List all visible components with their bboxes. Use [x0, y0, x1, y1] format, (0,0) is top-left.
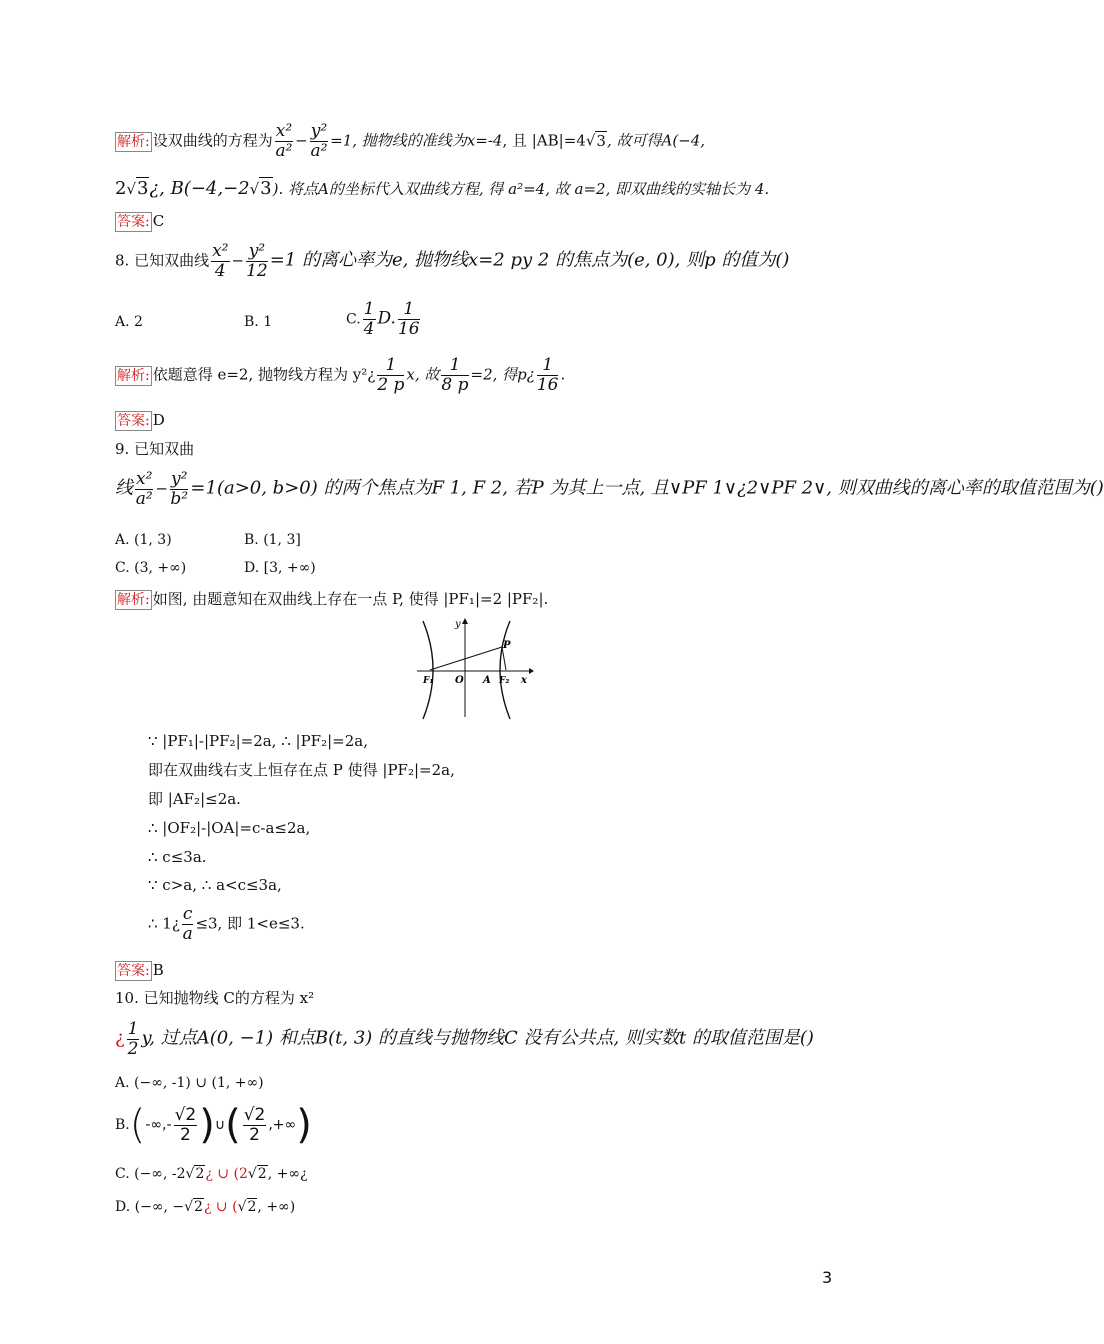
- q9-step2: 即在双曲线右支上恒存在点 P 使得 |PF₂|=2a,: [148, 761, 455, 779]
- q7-text-c: , 且 |AB|=4: [502, 131, 586, 150]
- q8-solution: [115, 356, 950, 395]
- q10-option-a[interactable]: A. (−∞, -1) ∪ (1, +∞): [115, 1075, 264, 1091]
- q9-option-b[interactable]: B. (1, 3]: [244, 532, 301, 548]
- label-o: O: [455, 675, 464, 686]
- q7-text-b: , 抛物线的准线为: [352, 131, 467, 150]
- q7-l2-a: 2: [115, 178, 127, 199]
- q7-frac1: $\frac{\text{x²}}{\text{a²}}$: [275, 121, 293, 161]
- q9-option-d[interactable]: D. [3, +∞): [244, 560, 316, 576]
- q10-option-d[interactable]: D. (−∞, −√2¿ ∪ (√2, +∞): [115, 1199, 296, 1215]
- q10-option-b-right: ,+∞: [268, 1117, 297, 1133]
- q8-option-c-prefix: C.: [346, 311, 361, 328]
- q7-solution-line2: 2√3¿, B(−4,−2√3). 将点A的坐标代入双曲线方程, 得 a²=4, 故 a=2, 即双曲线的实轴长为 4.: [115, 178, 770, 199]
- x-axis-arrow: [529, 668, 534, 674]
- hyperbola-figure: [415, 617, 535, 722]
- q8-stem-a: 8. 已知双曲线: [115, 251, 210, 270]
- label-y: y: [455, 619, 461, 630]
- q8-stem: [115, 242, 950, 281]
- q10-option-c[interactable]: C. (−∞, -2√2¿ ∪ (2√2, +∞¿: [115, 1166, 308, 1182]
- q8-sol-frac1: $\frac{1}{2 p}$: [377, 355, 405, 395]
- q8-option-a[interactable]: A. 2: [115, 314, 143, 330]
- label-x: x: [521, 675, 527, 686]
- q7-l2-c: ¿, B(−4,−2: [149, 178, 250, 199]
- q8-frac2: $\frac{\text{y²}}{12}$: [246, 241, 268, 281]
- label-f1: F₁: [423, 676, 434, 686]
- label-p: P: [503, 640, 511, 651]
- q9-step7-a: ∴ 1¿: [148, 914, 180, 933]
- q10-stem-b: y, 过点A(0, −1) 和点B(t, 3) 的直线与抛物线C 没有公共点, 则实数t 的取值范围是(): [141, 1027, 814, 1049]
- q7-l2-e: ). 将点A的坐标代入双曲线方程, 得 a²=4, 故 a=2, 即双曲线的实轴长为 4.: [272, 180, 770, 198]
- solution-label: 解析:: [117, 592, 150, 608]
- q10-option-b-frac2: $\frac{√2}{2}$: [243, 1104, 266, 1145]
- answer-label: 答案:: [117, 963, 150, 979]
- q7-directrix: x=-4: [466, 131, 503, 150]
- q9-step7-b: ≤3, 即 1<e≤3.: [195, 914, 305, 933]
- q9-step4: ∴ |OF₂|-|OA|=c-a≤2a,: [148, 819, 311, 837]
- q8-sol-frac2: $\frac{1}{8 p}$: [441, 355, 469, 395]
- q7-l2-b: 3: [137, 178, 149, 199]
- segment-pf1: [430, 647, 502, 670]
- q8-sol-b: x, 故: [406, 365, 440, 384]
- q8-option-d-prefix: D.: [377, 308, 396, 329]
- q7-minus: −: [295, 131, 308, 150]
- q10-option-b[interactable]: B.(-∞,- $\frac{√2}{2}$ )∪( $\frac{√2}{2}$ ,+∞): [115, 1102, 312, 1148]
- q8-sol-c: =2, 得p¿: [470, 365, 535, 384]
- q9-minus: −: [155, 479, 168, 498]
- y-axis-arrow: [462, 618, 468, 624]
- q8-answer: [115, 411, 950, 431]
- q9-answer: [115, 961, 950, 981]
- q9-stem-a: 线: [115, 477, 133, 499]
- q10-stem-a: ¿: [115, 1027, 125, 1049]
- q9-frac1: $\frac{\text{x²}}{\text{a²}}$: [135, 469, 153, 509]
- q10-option-b-cup: ∪: [214, 1117, 226, 1133]
- q10-option-b-frac1: $\frac{√2}{2}$: [174, 1104, 197, 1145]
- q7-frac2: $\frac{\text{y²}}{\text{a²}}$: [310, 121, 328, 161]
- q8-option-c-frac: $\frac{1}{4}$: [363, 299, 375, 339]
- q9-stem-line1: 9. 已知双曲: [115, 440, 195, 458]
- hyperbola-right-branch: [500, 621, 510, 719]
- q9-stem-b: =1(a>0, b>0) 的两个焦点为F 1, F 2, 若P 为其上一点, 且∨PF 1∨¿2∨PF 2∨, 则双曲线的离心率的取值范围为(): [190, 477, 1104, 499]
- q9-step1: ∵ |PF₁|-|PF₂|=2a, ∴ |PF₂|=2a,: [148, 732, 368, 750]
- q8-frac1: $\frac{\text{x²}}{4}$: [212, 241, 229, 281]
- q10-option-b-prefix: B.: [115, 1117, 130, 1133]
- label-a: A: [483, 675, 491, 686]
- q8-sol-a: 依题意得 e=2, 抛物线方程为 y²¿: [152, 365, 376, 384]
- q9-stem-line2: [115, 469, 1104, 509]
- q8-option-b[interactable]: B. 1: [244, 314, 273, 330]
- q9-step6: ∵ c>a, ∴ a<c≤3a,: [148, 876, 282, 894]
- answer-label: 答案:: [117, 214, 150, 230]
- q9-sol-intro-text: 如图, 由题意知在双曲线上存在一点 P, 使得 |PF₁|=2 |PF₂|.: [152, 590, 549, 608]
- page-number: 3: [822, 1268, 833, 1287]
- label-f2: F₂: [499, 676, 510, 686]
- q7-answer-value: C: [152, 212, 165, 230]
- q7-sqrt3: 3: [596, 131, 606, 150]
- q10-frac: $\frac{1}{2}$: [127, 1019, 139, 1059]
- q7-solution-line1: 解析: 设双曲线的方程为 $\frac{\text{x²}}{\text{a²}}$ − $\frac{\text{y²}}{\text{a²}}$ =1, 抛物线的准线为x=-4, 且 |AB|=4√3, 故可得A(−4,: [117, 121, 706, 161]
- q9-answer-value: B: [152, 961, 164, 979]
- q9-step3: 即 |AF₂|≤2a.: [148, 790, 241, 808]
- q7-answer: [115, 212, 950, 232]
- q8-stem-b: =1 的离心率为e, 抛物线x=2 py 2 的焦点为(e, 0), 则p 的值为(): [269, 249, 790, 271]
- q7-text-a: 设双曲线的方程为: [152, 131, 273, 150]
- q10-option-b-left: -∞,-: [145, 1117, 172, 1133]
- q10-stem-line1: 10. 已知抛物线 C的方程为 x²: [115, 989, 315, 1007]
- solution-label: 解析:: [117, 367, 150, 384]
- answer-label: 答案:: [117, 413, 150, 429]
- q9-frac2: $\frac{\text{y²}}{\text{b²}}$: [170, 469, 189, 509]
- q9-option-a[interactable]: A. (1, 3): [115, 532, 172, 548]
- q8-sol-frac3: $\frac{1}{16}$: [536, 355, 559, 395]
- solution-label: 解析:: [117, 133, 150, 150]
- q9-step7: [148, 905, 950, 944]
- q8-option-c[interactable]: [346, 300, 422, 339]
- q8-option-d-frac: $\frac{1}{16}$: [397, 299, 420, 339]
- q8-minus: −: [231, 251, 245, 270]
- q9-step7-frac: $\frac{c}{a}$: [182, 904, 193, 944]
- q7-text-d: , 故可得A(−4,: [606, 131, 706, 150]
- q9-solution-intro: [115, 590, 950, 610]
- q9-step5: ∴ c≤3a.: [148, 848, 207, 866]
- q8-answer-value: D: [152, 411, 165, 429]
- q9-option-c[interactable]: C. (3, +∞): [115, 560, 187, 576]
- q8-sol-d: .: [560, 365, 566, 384]
- q10-stem-line2: [115, 1020, 950, 1059]
- q7-eq: =1: [330, 131, 353, 150]
- q7-l2-d: 3: [260, 178, 272, 199]
